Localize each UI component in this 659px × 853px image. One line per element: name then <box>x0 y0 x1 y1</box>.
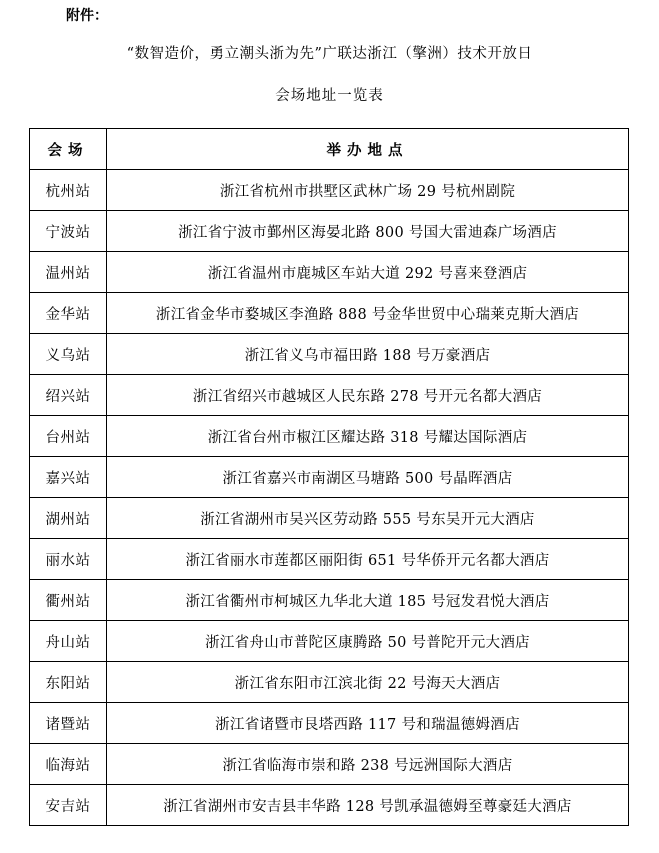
table-row <box>30 375 629 416</box>
venue-address-cell: 浙江省绍兴市越城区人民东路 278 号开元名都大酒店 <box>107 375 629 416</box>
venue-address-cell: 浙江省宁波市鄞州区海晏北路 800 号国大雷迪森广场酒店 <box>107 211 629 252</box>
venue-address-cell: 浙江省义乌市福田路 188 号万豪酒店 <box>107 334 629 375</box>
document-title: “数智造价，勇立潮头浙为先”广联达浙江（擎洲）技术开放日 <box>126 46 533 62</box>
table-row <box>30 457 629 498</box>
table-row <box>30 416 629 457</box>
table-body <box>30 170 629 826</box>
table-row <box>30 539 629 580</box>
venue-city-cell: 杭州站 <box>30 170 107 211</box>
venue-city-cell: 安吉站 <box>30 785 107 826</box>
table-row <box>30 744 629 785</box>
table-header-row <box>30 129 629 170</box>
table-row <box>30 334 629 375</box>
venue-address-cell: 浙江省衢州市柯城区九华北大道 185 号冠发君悦大酒店 <box>107 580 629 621</box>
venue-city-cell: 台州站 <box>30 416 107 457</box>
header-venue: 会场 <box>30 129 107 170</box>
venue-city-cell: 丽水站 <box>30 539 107 580</box>
venue-city-cell: 诸暨站 <box>30 703 107 744</box>
venue-address-cell: 浙江省杭州市拱墅区武林广场 29 号杭州剧院 <box>107 170 629 211</box>
venue-city-cell: 湖州站 <box>30 498 107 539</box>
venue-city-cell: 舟山站 <box>30 621 107 662</box>
venue-address-cell: 浙江省金华市婺城区李渔路 888 号金华世贸中心瑞莱克斯大酒店 <box>107 293 629 334</box>
table-row <box>30 498 629 539</box>
venue-address-cell: 浙江省舟山市普陀区康腾路 50 号普陀开元大酒店 <box>107 621 629 662</box>
venue-address-cell: 浙江省诸暨市艮塔西路 117 号和瑞温德姆酒店 <box>107 703 629 744</box>
venue-city-cell: 温州站 <box>30 252 107 293</box>
table-row <box>30 580 629 621</box>
venue-address-cell: 浙江省湖州市安吉县丰华路 128 号凯承温德姆至尊豪廷大酒店 <box>107 785 629 826</box>
venue-city-cell: 临海站 <box>30 744 107 785</box>
venue-address-cell: 浙江省临海市崇和路 238 号远洲国际大酒店 <box>107 744 629 785</box>
header-location: 举办地点 <box>107 129 629 170</box>
document-subtitle: 会场地址一览表 <box>275 88 384 104</box>
table-row <box>30 703 629 744</box>
venue-city-cell: 东阳站 <box>30 662 107 703</box>
table-row <box>30 621 629 662</box>
table-row <box>30 293 629 334</box>
table-row <box>30 785 629 826</box>
venue-city-cell: 绍兴站 <box>30 375 107 416</box>
table-row <box>30 252 629 293</box>
table-row <box>30 211 629 252</box>
table-row <box>30 170 629 211</box>
venue-address-cell: 浙江省温州市鹿城区车站大道 292 号喜来登酒店 <box>107 252 629 293</box>
table-row <box>30 662 629 703</box>
venue-city-cell: 衢州站 <box>30 580 107 621</box>
venue-address-cell: 浙江省台州市椒江区耀达路 318 号耀达国际酒店 <box>107 416 629 457</box>
attachment-label: 附件： <box>66 8 108 24</box>
venue-address-cell: 浙江省丽水市莲都区丽阳街 651 号华侨开元名都大酒店 <box>107 539 629 580</box>
venue-address-cell: 浙江省湖州市吴兴区劳动路 555 号东吴开元大酒店 <box>107 498 629 539</box>
venue-city-cell: 金华站 <box>30 293 107 334</box>
venue-city-cell: 宁波站 <box>30 211 107 252</box>
venue-address-cell: 浙江省嘉兴市南湖区马塘路 500 号晶晖酒店 <box>107 457 629 498</box>
venue-address-table <box>29 128 629 826</box>
venue-city-cell: 义乌站 <box>30 334 107 375</box>
venue-city-cell: 嘉兴站 <box>30 457 107 498</box>
venue-address-cell: 浙江省东阳市江滨北街 22 号海天大酒店 <box>107 662 629 703</box>
